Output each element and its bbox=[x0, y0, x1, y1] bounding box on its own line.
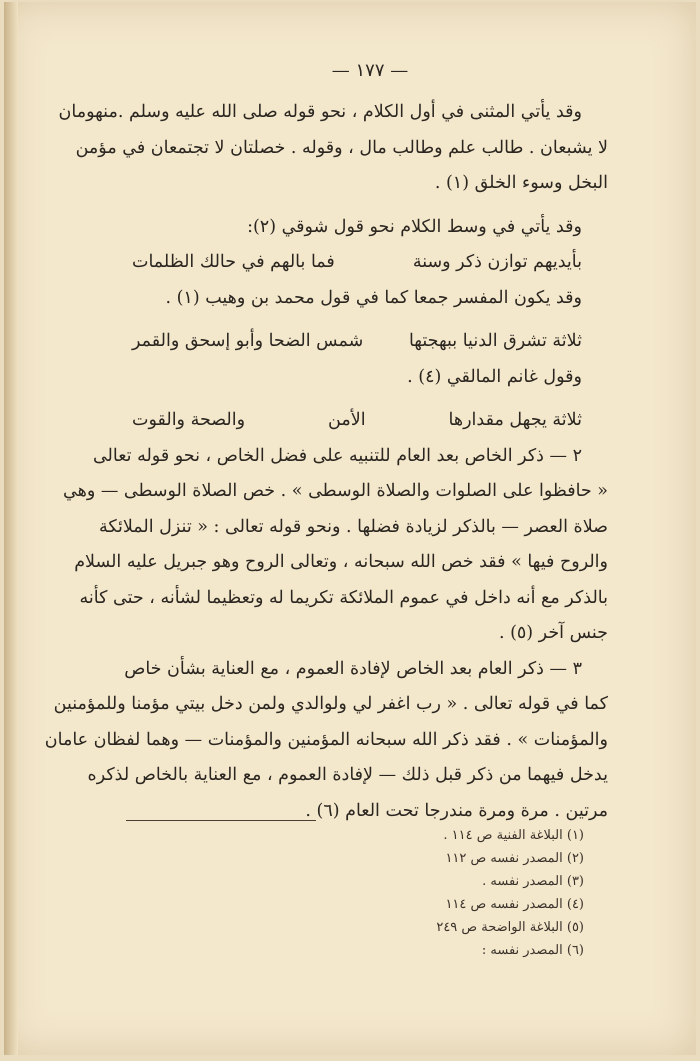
text-line: « حافظوا على الصلوات والصلاة الوسطى » . خص الصلاة الوسطى — وهي bbox=[63, 481, 608, 501]
text-line: ٢ — ذكر الخاص بعد العام للتنبيه على فضل الخاص ، نحو قوله تعالى bbox=[92, 445, 582, 466]
page-spine-shadow bbox=[4, 2, 18, 1055]
verse-first-hemistich: ثلاثة تشرق الدنيا ببهجتها bbox=[408, 331, 582, 351]
text-line: وقد يأتي المثنى في أول الكلام ، نحو قوله صلى الله عليه وسلم .منهومان bbox=[58, 102, 582, 122]
text-line: البخل وسوء الخلق (١) . bbox=[434, 173, 608, 193]
text-line: بالذكر مع أنه داخل في عموم الملائكة تكريما له وتعظيما لشأنه ، حتى كأنه bbox=[79, 587, 608, 608]
verse-first-hemistich: ثلاثة يجهل مقدارها bbox=[448, 410, 582, 430]
text-line: وقد يكون المفسر جمعا كما في قول محمد بن وهيب (١) . bbox=[165, 287, 582, 308]
text-line: يدخل فيهما من ذكر قبل ذلك — لإفادة العموم ، مع العناية بالخاص لذكره bbox=[87, 765, 608, 785]
verse-second-hemistich: شمس الضحا وأبو إسحق والقمر bbox=[132, 331, 364, 351]
text-line: ٣ — ذكر العام بعد الخاص لإفادة العموم ، مع العناية بشأن خاص bbox=[124, 658, 582, 679]
footnote: (٢) المصدر نفسه ص ١١٢ bbox=[445, 851, 584, 866]
verse-first-hemistich: بأيديهم توازن ذكر وسنة bbox=[412, 252, 582, 272]
text-line: كما في قوله تعالى . « رب اغفر لي ولوالدي ولمن دخل بيتي مؤمنا وللمؤمنين bbox=[53, 694, 608, 714]
paragraph-dual-start bbox=[58, 95, 608, 202]
footnote: (٦) المصدر نفسه : bbox=[481, 943, 584, 958]
book-page bbox=[4, 2, 696, 1055]
text-line: مرتين . مرة ومرة مندرجا تحت العام (٦) . bbox=[305, 800, 608, 821]
text-line: جنس آخر (٥) . bbox=[498, 623, 608, 643]
text-line: وقد يأتي في وسط الكلام نحو قول شوقي (٢): bbox=[247, 216, 582, 237]
section-3-paragraph bbox=[44, 652, 608, 830]
footnote: (١) البلاغة الفنية ص ١١٤ . bbox=[443, 828, 584, 843]
section-2-paragraph bbox=[63, 439, 608, 652]
poem-verse bbox=[132, 245, 608, 281]
text-line: صلاة العصر — بالذكر لزيادة فضلها . ونحو قوله تعالى : « تنزل الملائكة bbox=[98, 516, 608, 537]
text-line: لا يشبعان . طالب علم وطالب مال ، وقوله . خصلتان لا تجتمعان في مؤمن bbox=[75, 137, 608, 158]
poem-verse bbox=[132, 324, 608, 360]
page-text bbox=[44, 60, 608, 829]
footnote: (٣) المصدر نفسه . bbox=[482, 874, 584, 889]
footnote-divider bbox=[126, 820, 316, 821]
page-number: — ١٧٧ — bbox=[331, 60, 409, 81]
verse-second-hemistich: والصحة والقوت bbox=[132, 410, 246, 430]
footnote: (٤) المصدر نفسه ص ١١٤ bbox=[445, 897, 584, 912]
verse-second-hemistich: فما بالهم في حالك الظلمات bbox=[132, 252, 335, 272]
poem-verse bbox=[132, 403, 608, 439]
text-line: والمؤمنات » . فقد ذكر الله سبحانه المؤمنين والمؤمنات — وهما لفظان عامان bbox=[44, 729, 608, 750]
footnote: (٥) البلاغة الواضحة ص ٢٤٩ bbox=[436, 920, 584, 935]
text-line: وقول غانم المالقي (٤) . bbox=[407, 366, 582, 387]
text-line: والروح فيها » فقد خص الله سبحانه ، وتعالى الروح وهو جبريل عليه السلام bbox=[74, 552, 608, 572]
verse-middle-word: الأمن bbox=[328, 410, 366, 430]
footnotes bbox=[436, 824, 584, 962]
